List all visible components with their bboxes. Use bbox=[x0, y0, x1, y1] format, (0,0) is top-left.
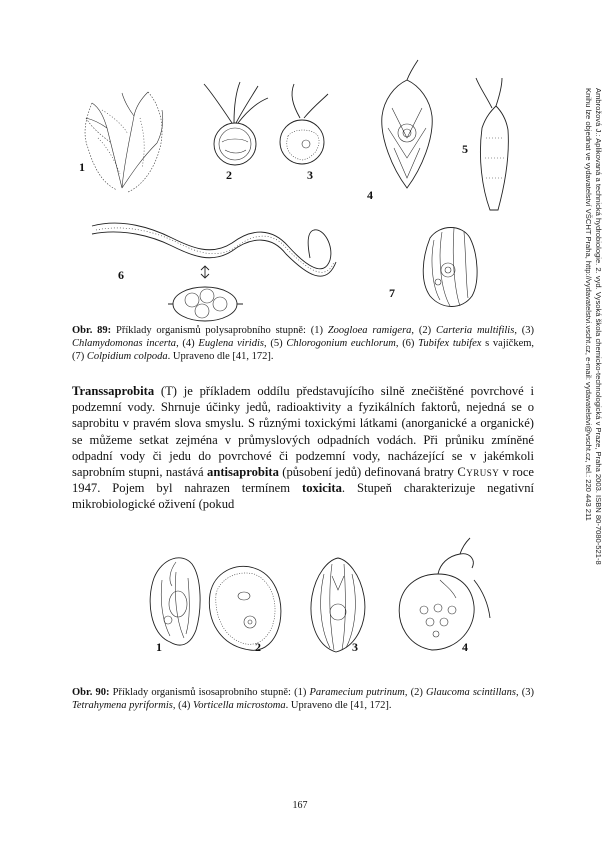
figure-89-item-separator: , bbox=[411, 325, 419, 336]
paragraph-text-3: v roce 1947. Pojem byl nahrazen termínem bbox=[72, 465, 534, 496]
figure-90-label-1: 1 bbox=[156, 640, 162, 654]
figure-89-item-number: (1) bbox=[310, 325, 328, 336]
figure-90-drawing bbox=[140, 550, 540, 660]
organism-4-euglena bbox=[382, 60, 432, 188]
figure-89-species-name: Euglena viridis bbox=[198, 338, 264, 349]
figure-89-item-number: (3) bbox=[521, 325, 535, 336]
figure-90-item-separator: . bbox=[285, 700, 291, 711]
figure-89-item-separator: , bbox=[395, 338, 403, 349]
figure-89-species-name: Chlamydomonas incerta bbox=[72, 338, 177, 349]
figure-90-caption-label: Obr. 90: bbox=[72, 687, 110, 698]
figure-89-item-number: (4) bbox=[182, 338, 199, 349]
figure-89-label-4: 4 bbox=[367, 188, 373, 202]
organism-3-tetrahymena bbox=[311, 558, 365, 652]
figure-90-illustrations bbox=[140, 550, 540, 660]
figure-89-drawing bbox=[62, 78, 535, 349]
organism-7-colpidium bbox=[423, 228, 477, 307]
figure-89-caption-intro: Příklady organismů polysaprobního stupně: bbox=[116, 325, 306, 336]
figure-89-caption bbox=[72, 324, 534, 363]
figure-90-caption-intro: Příklady organismů isosaprobního stupně: bbox=[112, 687, 291, 698]
figure-90-item-number: (4) bbox=[178, 700, 193, 711]
paragraph-text-1: (T) je příkladem oddílu představujícího silně znečištěné povrchové i podzemní vody. Shrnuje účinky jedů, radioaktivity a fyzikálních faktorů, nejedná se o saprobitu v pravém slova smyslu. S různými toxickými látkami (anorganické a organické) se můžeme setkat zejména v průmyslových odpadních vodách. Při průniku zmíněné odpadní vody či jedu do povrchové či podzemní vody, nacházející se v jakémkoli saprobním stupni, nastává bbox=[72, 384, 534, 480]
figure-89-item-separator: , bbox=[176, 338, 183, 349]
figure-89-species-name: Carteria multifilis bbox=[435, 325, 515, 336]
citation-line-1: Ambrožová J.: Aplikovaná a technická hydrobiologie. 2. vyd. Vysoká škola chemicko-technologická v Praze, Praha 2003. ISBN 80-7080-521-8 bbox=[594, 88, 603, 565]
vertical-citation-sidebar bbox=[581, 88, 611, 608]
paragraph-transsaprobita bbox=[72, 383, 534, 513]
figure-89-item-separator: s vajíčkem, bbox=[481, 338, 535, 349]
figure-90-item-separator: , bbox=[172, 700, 179, 711]
figure-90-species-name: Paramecium putrinum bbox=[309, 687, 405, 698]
figure-89-label-6: 6 bbox=[118, 268, 124, 282]
organism-6-tubifex bbox=[92, 223, 336, 321]
citation-line-2: Knihu lze objednat ve vydavatelství VŠCHT Praha, http://vydavatelstvi.vscht.cz, e-mail: vydavatelstvi@vscht.cz, tel.: 220 443 211 bbox=[584, 88, 593, 521]
figure-90-label-2: 2 bbox=[255, 640, 261, 654]
figure-90-item-separator: , bbox=[404, 687, 411, 698]
figure-90-species-name: Vorticella microstoma bbox=[192, 700, 286, 711]
organism-4-vorticella bbox=[399, 538, 490, 650]
figure-89-item-number: (6) bbox=[402, 338, 419, 349]
figure-89-item-separator: , bbox=[263, 338, 271, 349]
figure-90-species-name: Glaucoma scintillans bbox=[425, 687, 517, 698]
figure-90-item-separator: , bbox=[516, 687, 522, 698]
figure-89-label-2: 2 bbox=[226, 168, 232, 182]
figure-90-caption-source: Upraveno dle [41, 172]. bbox=[290, 700, 392, 711]
figure-89-label-1: 1 bbox=[79, 160, 85, 174]
figure-90-item-number: (3) bbox=[521, 687, 535, 698]
figure-89-label-5: 5 bbox=[462, 142, 468, 156]
term-toxicita: toxicita bbox=[302, 481, 342, 496]
term-antisaprobita: antisaprobita bbox=[207, 465, 279, 480]
figure-90-species-name: Tetrahymena pyriformis bbox=[72, 700, 173, 711]
figure-90-caption bbox=[72, 686, 534, 712]
figure-89-item-separator: . bbox=[167, 351, 173, 362]
figure-89-species-name: Chlorogonium euchlorum bbox=[286, 338, 396, 349]
figure-89-species-name: Zoogloea ramigera bbox=[327, 325, 412, 336]
organism-5-chlorogonium bbox=[476, 78, 508, 210]
figure-89-item-number: (7) bbox=[72, 351, 87, 362]
figure-89-caption-label: Obr. 89: bbox=[72, 325, 112, 336]
figure-89-caption-source: Upraveno dle [41, 172]. bbox=[172, 351, 274, 362]
figure-90-item-number: (1) bbox=[294, 687, 310, 698]
organism-3-chlamydomonas bbox=[280, 84, 328, 164]
figure-90-item-number: (2) bbox=[410, 687, 426, 698]
figure-90-label-3: 3 bbox=[352, 640, 358, 654]
organism-1-paramecium bbox=[150, 558, 200, 645]
figure-89-item-separator: , bbox=[514, 325, 522, 336]
organism-2-glaucoma bbox=[209, 566, 281, 650]
figure-89-item-number: (5) bbox=[270, 338, 287, 349]
figure-89-item-number: (2) bbox=[418, 325, 436, 336]
page-number: 167 bbox=[292, 800, 308, 811]
organism-1-zoogloea bbox=[85, 92, 163, 192]
figure-89-species-name: Tubifex tubifex bbox=[418, 338, 482, 349]
author-name-cyrusy: Cyrusy bbox=[457, 465, 500, 480]
figure-89-species-name: Colpidium colpoda bbox=[86, 351, 168, 362]
vertical-citation-text bbox=[583, 88, 603, 565]
term-transsaprobita: Transsaprobita bbox=[72, 384, 155, 398]
figure-89-illustrations bbox=[62, 78, 535, 349]
figure-90-label-4: 4 bbox=[462, 640, 468, 654]
paragraph-text-4: . Stupeň charakterizuje negativní mikrobiologické oživení (pokud bbox=[72, 481, 534, 512]
paragraph-text-2: (působení jedů) definovaná bratry bbox=[278, 465, 458, 480]
organism-2-carteria bbox=[204, 82, 268, 165]
figure-89-label-3: 3 bbox=[307, 168, 313, 182]
figure-89-label-7: 7 bbox=[389, 286, 395, 300]
